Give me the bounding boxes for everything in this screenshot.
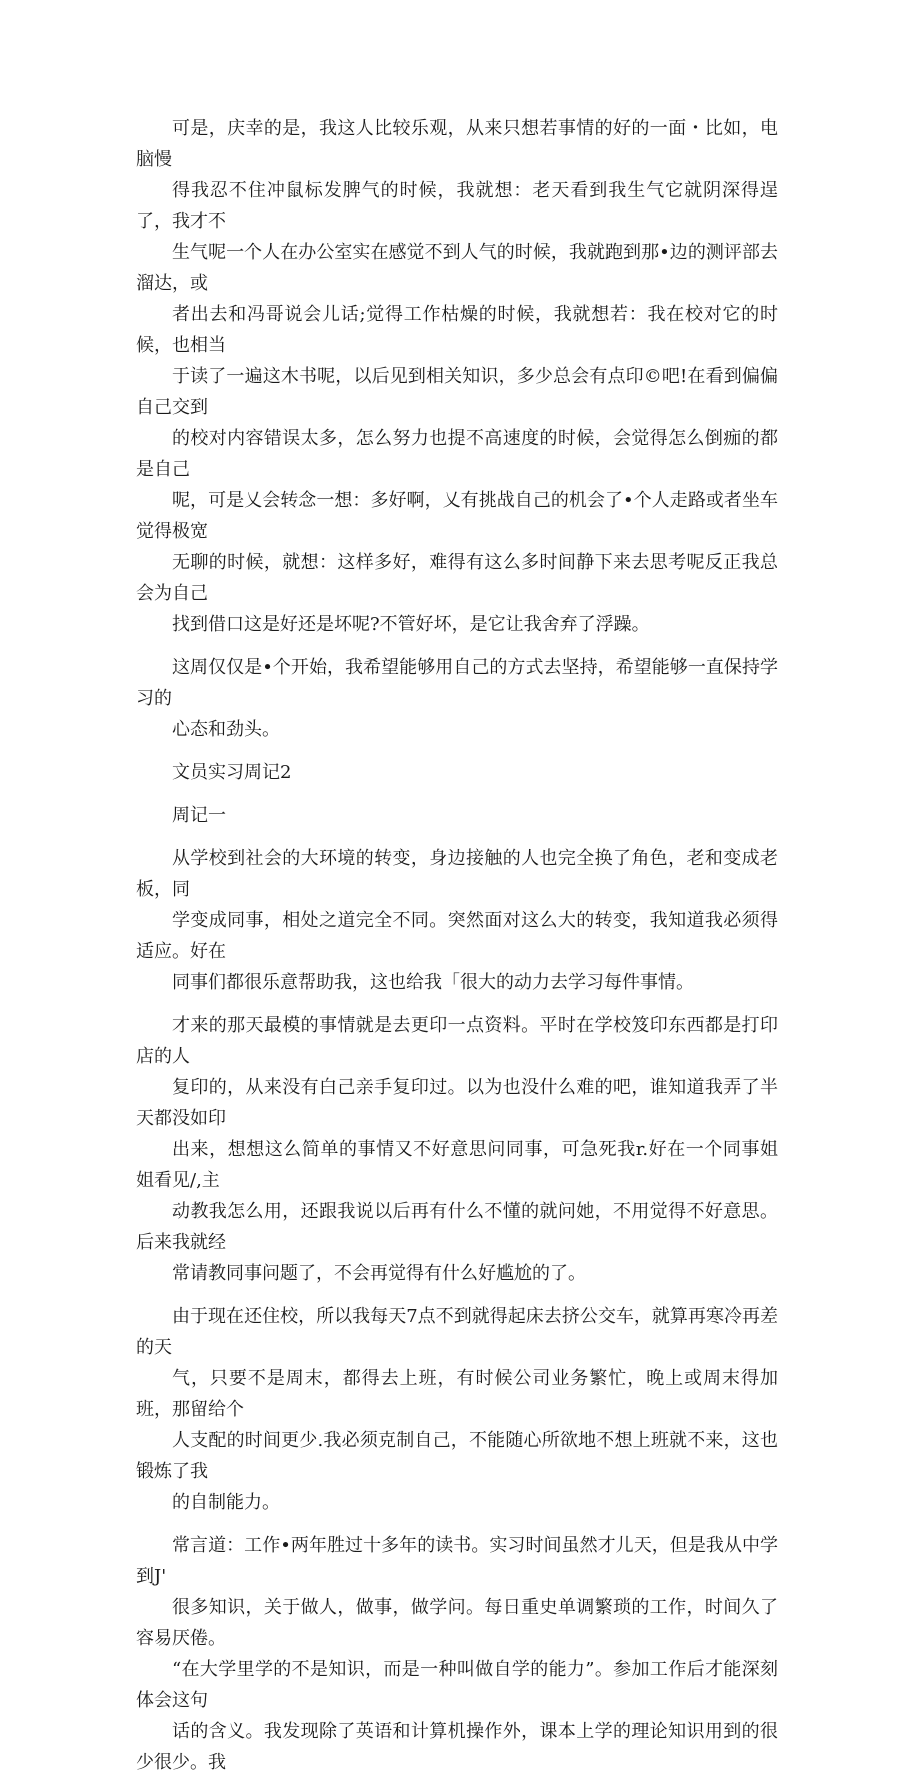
text-line: 常言道：工作•两年胜过十多年的读书。实习时间虽然才儿天，但是我从中学到J' [136, 1535, 778, 1587]
text-line: 的自制能力。 [172, 1492, 280, 1513]
text-line: 出来，想想这么简单的事情又不好意思问同事，可急死我r.好在一个同事姐姐看见/,主 [136, 1139, 778, 1191]
text-line: 复印的，从来没有白己亲手复印过。以为也没什么难的吧，谁知道我弄了半天都没如印 [136, 1077, 778, 1129]
text-line: 同事们都很乐意帮助我，这也给我「很大的动力去学习每件事情。 [172, 972, 694, 993]
text-line: 常请教同事问题了，不会再觉得有什么好尴尬的了。 [172, 1263, 586, 1284]
text-line: 可是，庆幸的是，我这人比较乐观，从来只想若事情的好的一面・比如，电脑慢 [136, 118, 778, 170]
text-line: 动教我怎么用，还跟我说以后再有什么不懂的就问她，不用觉得不好意思。后来我就经 [136, 1201, 778, 1253]
text-line: 心态和劲头。 [172, 719, 280, 740]
text-line: 气，只要不是周末，都得去上班，有时候公司业务繁忙，晚上或周末得加班，那留给个 [136, 1368, 778, 1420]
text-line: 者出去和冯哥说会儿话;觉得工作枯燥的时候，我就想若：我在校对它的时候，也相当 [136, 304, 778, 356]
text-line: 呢，可是乂会转念一想：多好啊，乂有挑战自己的机会了•个人走路或者坐车觉得极宽 [136, 490, 778, 542]
paragraph-copying [136, 1010, 778, 1289]
text-line: 人支配的时间更少.我必须克制自己，不能随心所欲地不想上班就不来，这也锻炼了我 [136, 1430, 778, 1482]
paragraph-optimism [136, 113, 778, 640]
text-line: 无聊的时候，就想：这样多好，难得有这么多时间静下来去思考呢反正我总会为自己 [136, 552, 778, 604]
text-line: 才来的那天最模的事情就是去更印一点资料。平时在学校笈印东西都是打印店的人 [136, 1015, 778, 1067]
subsection-title [136, 800, 778, 831]
text-line: 这周仅仅是•个开始，我希望能够用自己的方式去坚持，希望能够一直保持学习的 [136, 657, 778, 709]
section-title-text: 文员实习周记2 [172, 762, 292, 783]
paragraph-commute [136, 1301, 778, 1518]
text-line: 生气呢一个人在办公室实在感觉不到人气的时候，我就跑到那•边的测评部去溜达，或 [136, 242, 778, 294]
text-line: 很多知识，关于做人，做事，做学问。每日重史单调繁琐的工作，时间久了容易厌倦。 [136, 1597, 778, 1649]
text-line: 的校对内容错误太多，怎么努力也提不高速度的时候，会觉得怎么倒痂的都是自己 [136, 428, 778, 480]
paragraph-environment-change [136, 843, 778, 998]
text-line: 于读了一遍这木书呢，以后见到相关知识，多少总会有点印©吧!在看到偏偏自己交到 [136, 366, 778, 418]
text-line: 得我忍不住冲鼠标发脾气的时候，我就想：老天看到我生气它就阴深得逞了，我才不 [136, 180, 778, 232]
paragraph-week-start [136, 652, 778, 745]
text-line: 找到借口这是好还是坏呢?不管好坏，是它让我舍弃了浮躁。 [172, 614, 650, 635]
document-page [136, 113, 778, 1790]
section-title [136, 757, 778, 788]
paragraph-learning [136, 1530, 778, 1778]
subsection-title-text: 周记一 [172, 805, 226, 826]
text-line: 从学校到社会的大环境的转变，身边接触的人也完全换了角色，老和变成老板，同 [136, 848, 778, 900]
text-line: 学变成同事，相处之道完全不同。突然面对这么大的转变，我知道我必须得适应。好在 [136, 910, 778, 962]
text-line: “在大学里学的不是知识，而是一种叫做自学的能力”。参加工作后才能深刻体会这句 [136, 1659, 778, 1711]
text-line: 由于现在还住校，所以我每天7点不到就得起床去挤公交车，就算再寒冷再差的天 [136, 1306, 778, 1358]
text-line: 话的含义。我发现除了英语和计算机操作外，课本上学的理论知识用到的很少很少。我 [136, 1721, 778, 1773]
